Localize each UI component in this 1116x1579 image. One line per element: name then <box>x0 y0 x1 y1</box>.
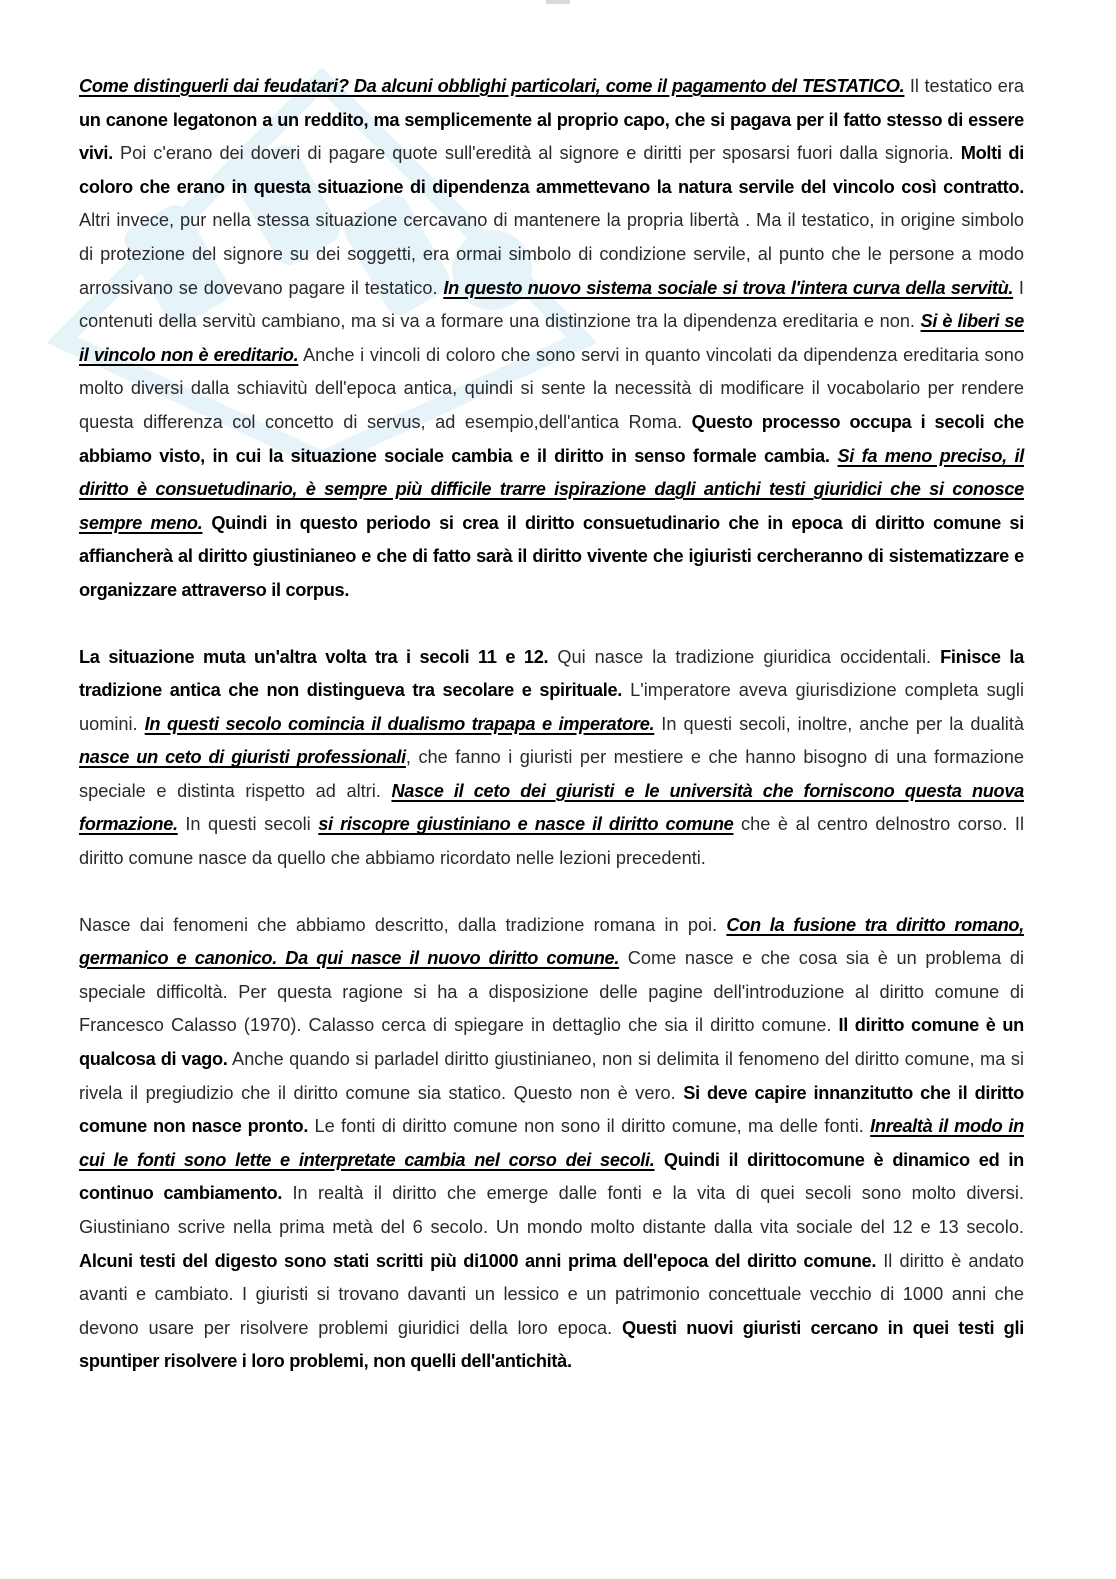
body-text: Anche quando si parladel diritto giustinianeo, non si delimita il fenomeno del diritto comune, ma si rivela il pregiudizio che il diritto comune sia statico. Questo non è vero. <box>79 1049 1024 1103</box>
body-text: Il diritto è andato avanti e cambiato. I giuristi si trovano davanti un lessico e un patrimonio concettuale vecchio di 1000 anni che devono usare per risolvere problemi giuridici della loro epoca. <box>79 1250 1024 1338</box>
header-mark <box>546 0 570 4</box>
emphasis-underlined-text: nasce un ceto di giuristi professionali <box>79 747 406 768</box>
body-text: , che fanno i giuristi per mestiere e che hanno bisogno di una formazione speciale e distinta rispetto ad altri. <box>79 747 1024 801</box>
body-text: I contenuti della servitù cambiano, ma si va a formare una distinzione tra la dipendenza ereditaria e non. <box>79 277 1024 332</box>
emphasis-underlined-text: Si fa meno preciso, il diritto è consuetudinario, è sempre più difficile trarre ispirazione dagli antichi testi giuridici che si conosce sempre meno. <box>79 445 1024 533</box>
bold-text: un canone legatonon a un reddito, ma semplicemente al proprio capo, che si pagava per il fatto stesso di essere vivi. <box>79 109 1024 164</box>
bold-text: Quindi il dirittocomune è dinamico ed in continuo cambiamento. <box>79 1149 1024 1204</box>
emphasis-underlined-text: In questo nuovo sistema sociale si trova l'intera curva della servitù. <box>443 277 1014 298</box>
paragraph-3 <box>79 909 1024 1379</box>
body-text: Poi c'erano dei doveri di pagare quote sull'eredità al signore e diritti per sposarsi fuori dalla signoria. <box>112 143 961 164</box>
bold-text: Quindi in questo periodo si crea il diritto consuetudinario che in epoca di diritto comune si affiancherà al diritto giustinianeo e che di fatto sarà il diritto vivente che igiuristi cercheranno di sistematizzare e organizzare attraverso il corpus. <box>79 512 1024 600</box>
body-text: Anche i vincoli di coloro che sono servi in quanto vincolati da dipendenza ereditaria sono molto diversi dalla schiavitù dell'epoca antica, quindi si sente la necessità di modificare il vocabolario per rendere questa differenza col concetto di servus, ad esempio,dell'antica Roma. <box>79 344 1024 432</box>
body-text: In questi secoli, inoltre, anche per la dualità <box>654 713 1024 734</box>
bold-text: La situazione muta un'altra volta tra i secoli 11 e 12. <box>79 646 549 667</box>
emphasis-underlined-text: Si è liberi se il vincolo non è ereditario. <box>79 311 1024 365</box>
body-text: Qui nasce la tradizione giuridica occidentali. <box>548 646 941 667</box>
emphasis-underlined-text: si riscopre giustiniano e nasce il diritto comune <box>318 814 734 835</box>
body-text: In questi secoli <box>177 814 319 835</box>
paragraph-2 <box>79 641 1024 876</box>
body-text: Come nasce e che cosa sia è un problema di speciale difficoltà. Per questa ragione si ha a disposizione delle pagine dell'introduzione al diritto comune di Francesco Calasso (1970). Calasso cerca di spiegare in dettaglio che sia il diritto comune. <box>79 948 1024 1036</box>
emphasis-underlined-text: Nasce il ceto dei giuristi e le università che forniscono questa nuova formazione. <box>79 780 1024 835</box>
body-text: che è al centro delnostro corso. Il diritto comune nasce da quello che abbiamo ricordato nelle lezioni precedenti. <box>79 814 1024 869</box>
body-text: Altri invece, pur nella stessa situazione cercavano di mantenere la propria libertà . Ma il testatico, in origine simbolo di protezione del signore su dei soggetti, era ormai simbolo di condizione servile, al punto che le persone a modo arrossivano se dovevano pagare il testatico. <box>79 210 1024 298</box>
bold-text: Questo processo occupa i secoli che abbiamo visto, in cui la situazione sociale cambia e il diritto in senso formale cambia. <box>79 411 1024 466</box>
bold-text: Questi nuovi giuristi cercano in quei testi gli spuntiper risolvere i loro problemi, non quelli dell'antichità. <box>79 1317 1024 1372</box>
emphasis-underlined-text: Con la fusione tra diritto romano, germanico e canonico. Da qui nasce il nuovo diritto comune. <box>79 914 1024 969</box>
body-text: Nasce dai fenomeni che abbiamo descritto, dalla tradizione romana in poi. <box>79 914 727 935</box>
paragraph-1 <box>79 70 1024 608</box>
bold-text: Alcuni testi del digesto sono stati scritti più di1000 anni prima dell'epoca del diritto comune. <box>79 1250 877 1271</box>
body-text <box>655 1150 664 1170</box>
emphasis-underlined-text: Come distinguerli dai feudatari? Da alcuni obblighi particolari, come il pagamento del TESTATICO. <box>79 76 905 96</box>
bold-text: Il diritto comune è un qualcosa di vago. <box>79 1015 1024 1070</box>
emphasis-underlined-text: Inrealtà il modo in cui le fonti sono lette e interpretate cambia nel corso dei secoli. <box>79 1116 1024 1170</box>
bold-text: Finisce la tradizione antica che non distingueva tra secolare e spirituale. <box>79 646 1024 701</box>
body-text: In realtà il diritto che emerge dalle fonti e la vita di quei secoli sono molto diversi. Giustiniano scrive nella prima metà del 6 secolo. Un mondo molto distante dalla vita sociale del 12 e 13 secolo. <box>79 1183 1024 1237</box>
document-body <box>79 70 1024 1379</box>
body-text: Il testatico era <box>904 76 1024 96</box>
body-text <box>202 513 211 533</box>
body-text: L'imperatore aveva giurisdizione completa sugli uomini. <box>79 680 1024 734</box>
bold-text: Si deve capire innanzitutto che il diritto comune non nasce pronto. <box>79 1082 1024 1137</box>
emphasis-underlined-text: In questi secolo comincia il dualismo trapapa e imperatore. <box>144 713 655 734</box>
body-text: Le fonti di diritto comune non sono il diritto comune, ma delle fonti. <box>308 1116 871 1137</box>
bold-text: Molti di coloro che erano in questa situazione di dipendenza ammettevano la natura servile del vincolo così contratto. <box>79 143 1024 197</box>
